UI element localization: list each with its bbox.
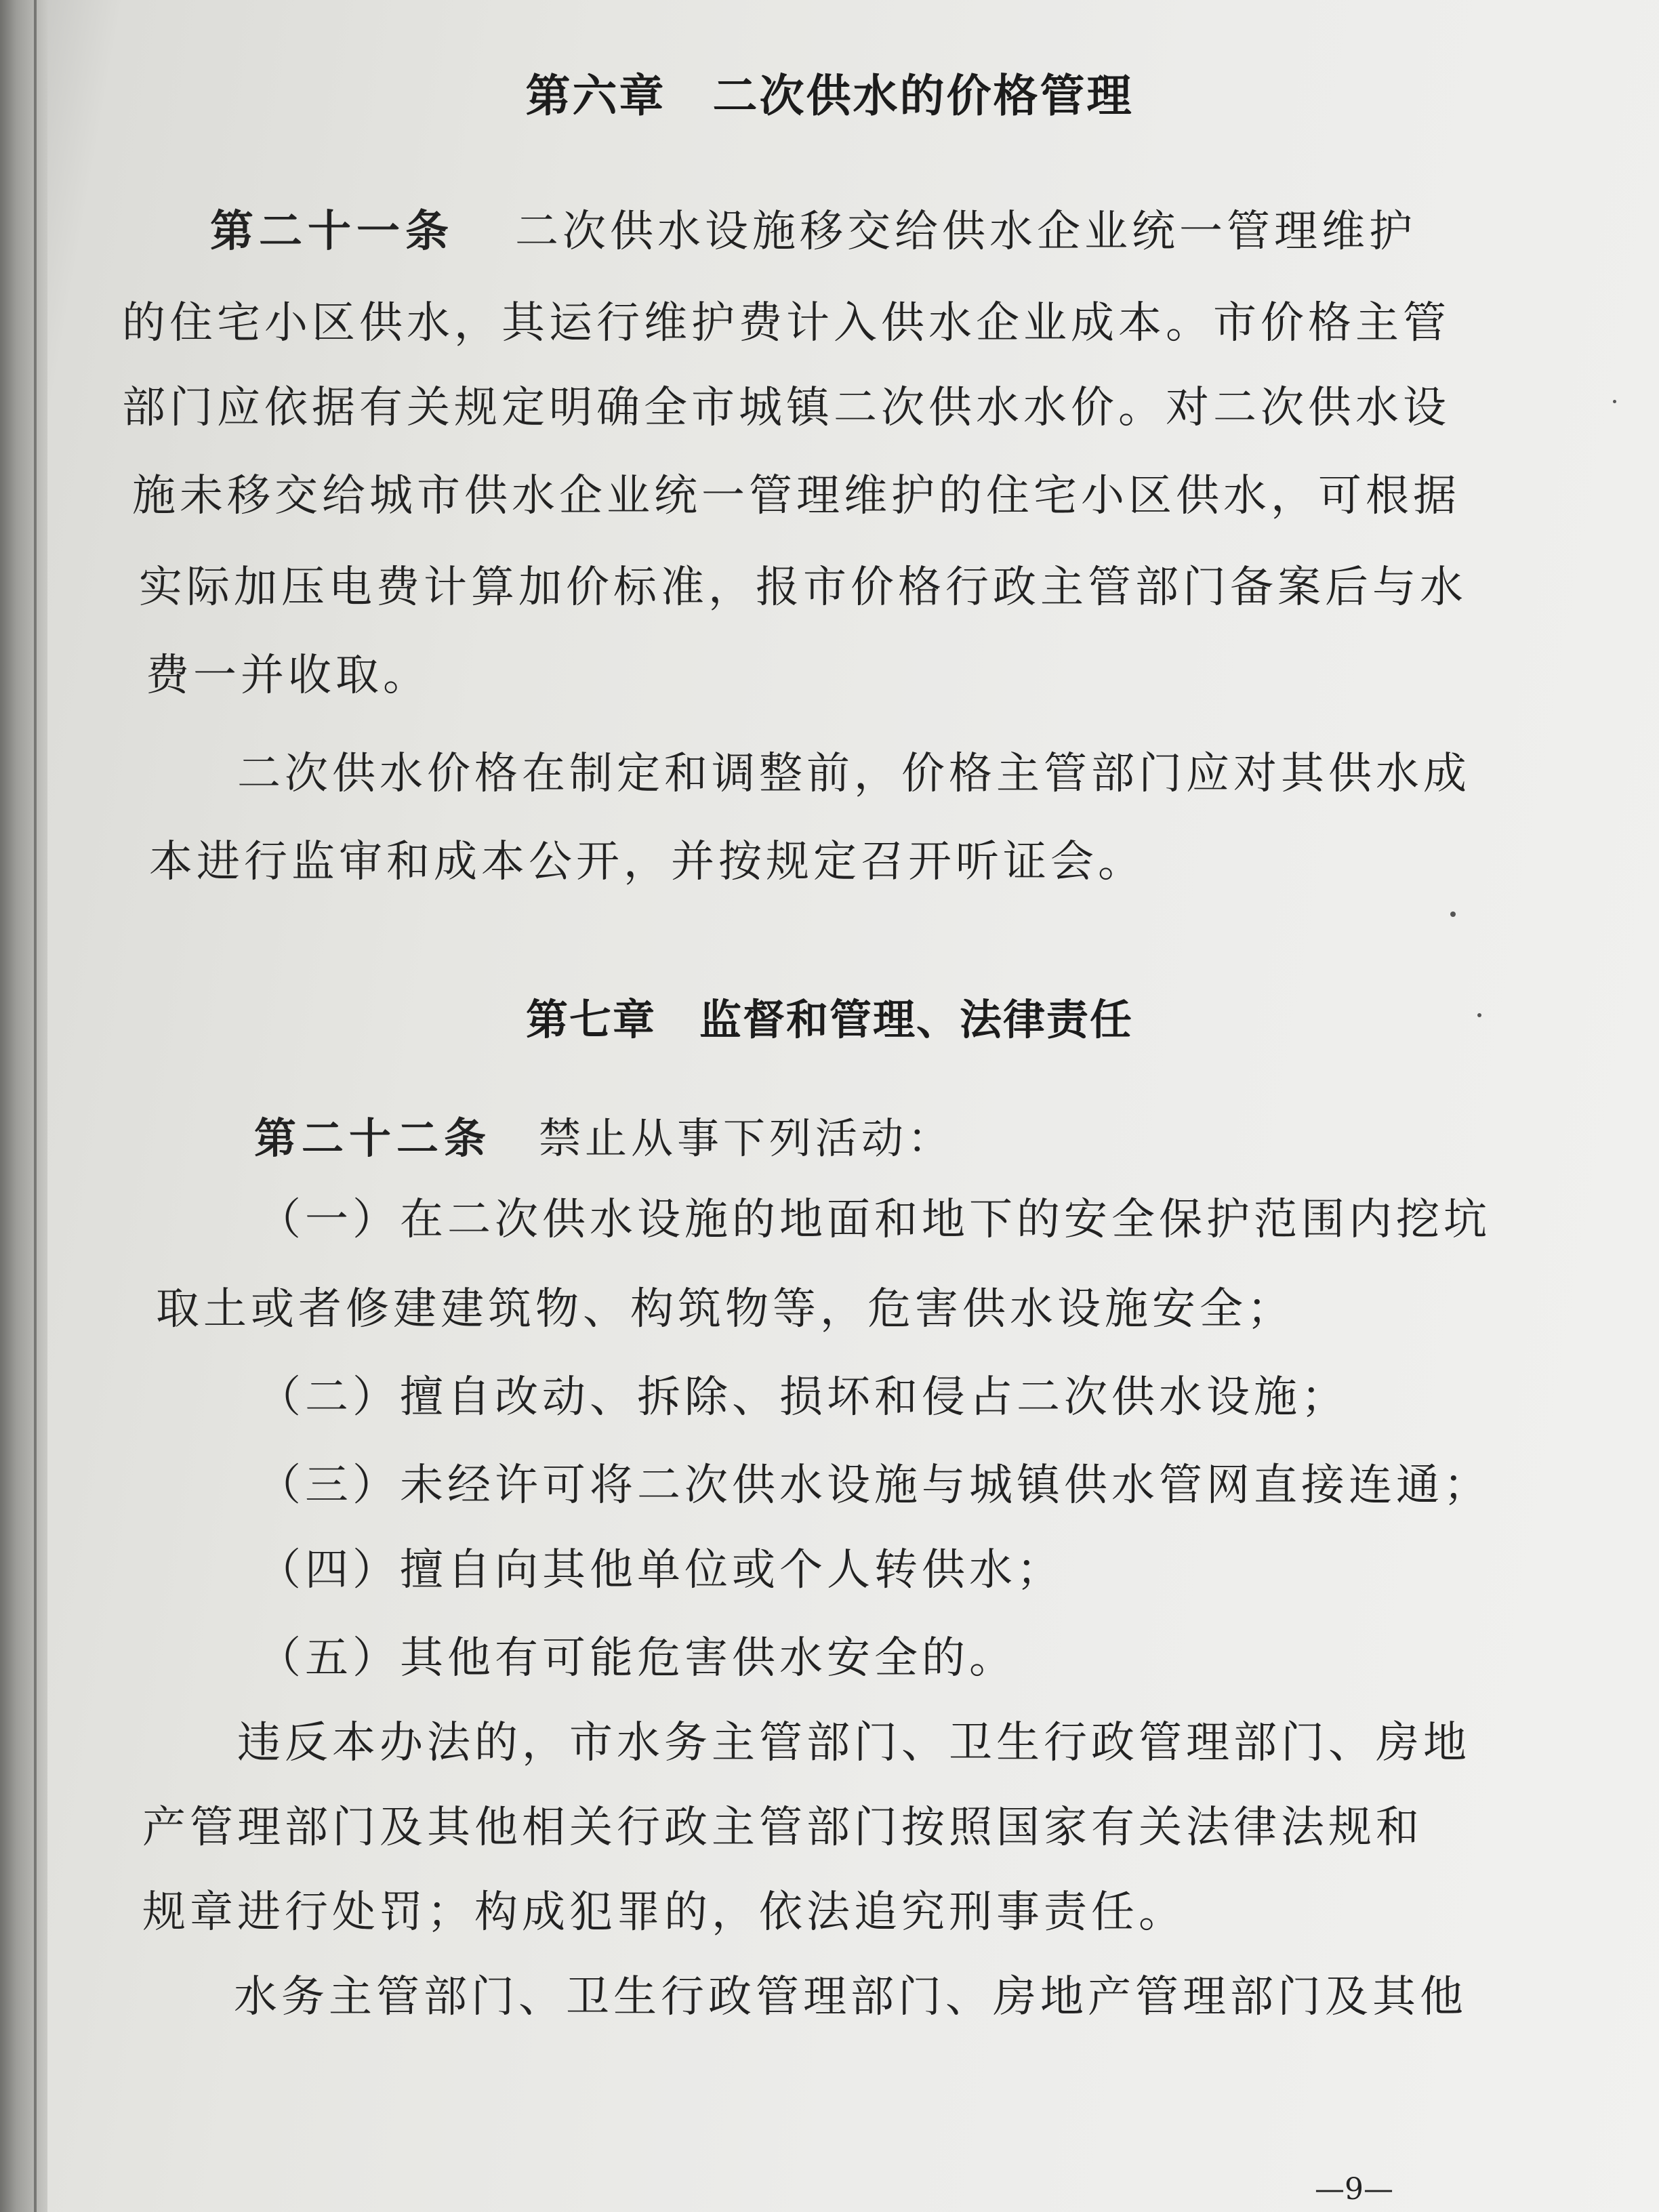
chapter-7-title: 第七章 监督和管理、法律责任	[525, 995, 1133, 1044]
article-21-line-2: 的住宅小区供水，其运行维护费计入供水企业成本。市价格主管	[122, 298, 1450, 348]
article-22-label: 第二十二条	[254, 1113, 492, 1163]
article-22-line-1: （一）在二次供水设施的地面和地下的安全保护范围内挖坑	[258, 1195, 1491, 1245]
article-21-line-4: 施未移交给城市供水企业统一管理维护的住宅小区供水，可根据	[132, 471, 1460, 521]
ink-speck	[1450, 912, 1456, 917]
page-number: —9—	[1315, 2172, 1393, 2207]
article-22-line-7: 违反本办法的，市水务主管部门、卫生行政管理部门、房地	[237, 1718, 1471, 1768]
article-22-line-4: （三）未经许可将二次供水设施与城镇供水管网直接连通；	[258, 1460, 1491, 1511]
ink-speck	[1477, 1013, 1481, 1017]
article-21-line-3: 部门应依据有关规定明确全市城镇二次供水水价。对二次供水设	[122, 383, 1450, 433]
article-22-line-8: 产管理部门及其他相关行政主管部门按照国家有关法律法规和	[142, 1803, 1423, 1853]
article-22-line-2: 取土或者修建建筑物、构筑物等，危害供水设施安全；	[156, 1284, 1294, 1334]
article-22-first-line	[254, 1105, 954, 1165]
article-21-line-8: 本进行监审和成本公开，并按规定召开听证会。	[149, 837, 1145, 887]
book-spine	[0, 0, 47, 2212]
chapter-6-title: 第六章 二次供水的价格管理	[525, 70, 1134, 122]
article-22-intro: 禁止从事下列活动：	[539, 1113, 954, 1163]
ink-speck	[1613, 400, 1616, 403]
article-21-line-6: 费一并收取。	[146, 651, 430, 701]
binding-line	[34, 0, 37, 2212]
article-22-line-9: 规章进行处罚；构成犯罪的，依法追究刑事责任。	[142, 1887, 1186, 1938]
article-22-line-10: 水务主管部门、卫生行政管理部门、房地产管理部门及其他	[234, 1972, 1467, 2022]
article-21-line-1: 二次供水设施移交给供水企业统一管理维护	[515, 207, 1416, 257]
article-21-label: 第二十一条	[210, 207, 454, 257]
article-21-line-5: 实际加压电费计算加价标准，报市价格行政主管部门备案后与水	[139, 562, 1467, 613]
article-22-line-6: （五）其他有可能危害供水安全的。	[258, 1633, 1017, 1683]
article-21-first-line	[210, 197, 1416, 259]
article-22-line-3: （二）擅自改动、拆除、损坏和侵占二次供水设施；	[258, 1372, 1349, 1422]
article-22-line-5: （四）擅自向其他单位或个人转供水；	[258, 1545, 1064, 1595]
article-21-line-7: 二次供水价格在制定和调整前，价格主管部门应对其供水成	[237, 749, 1471, 799]
